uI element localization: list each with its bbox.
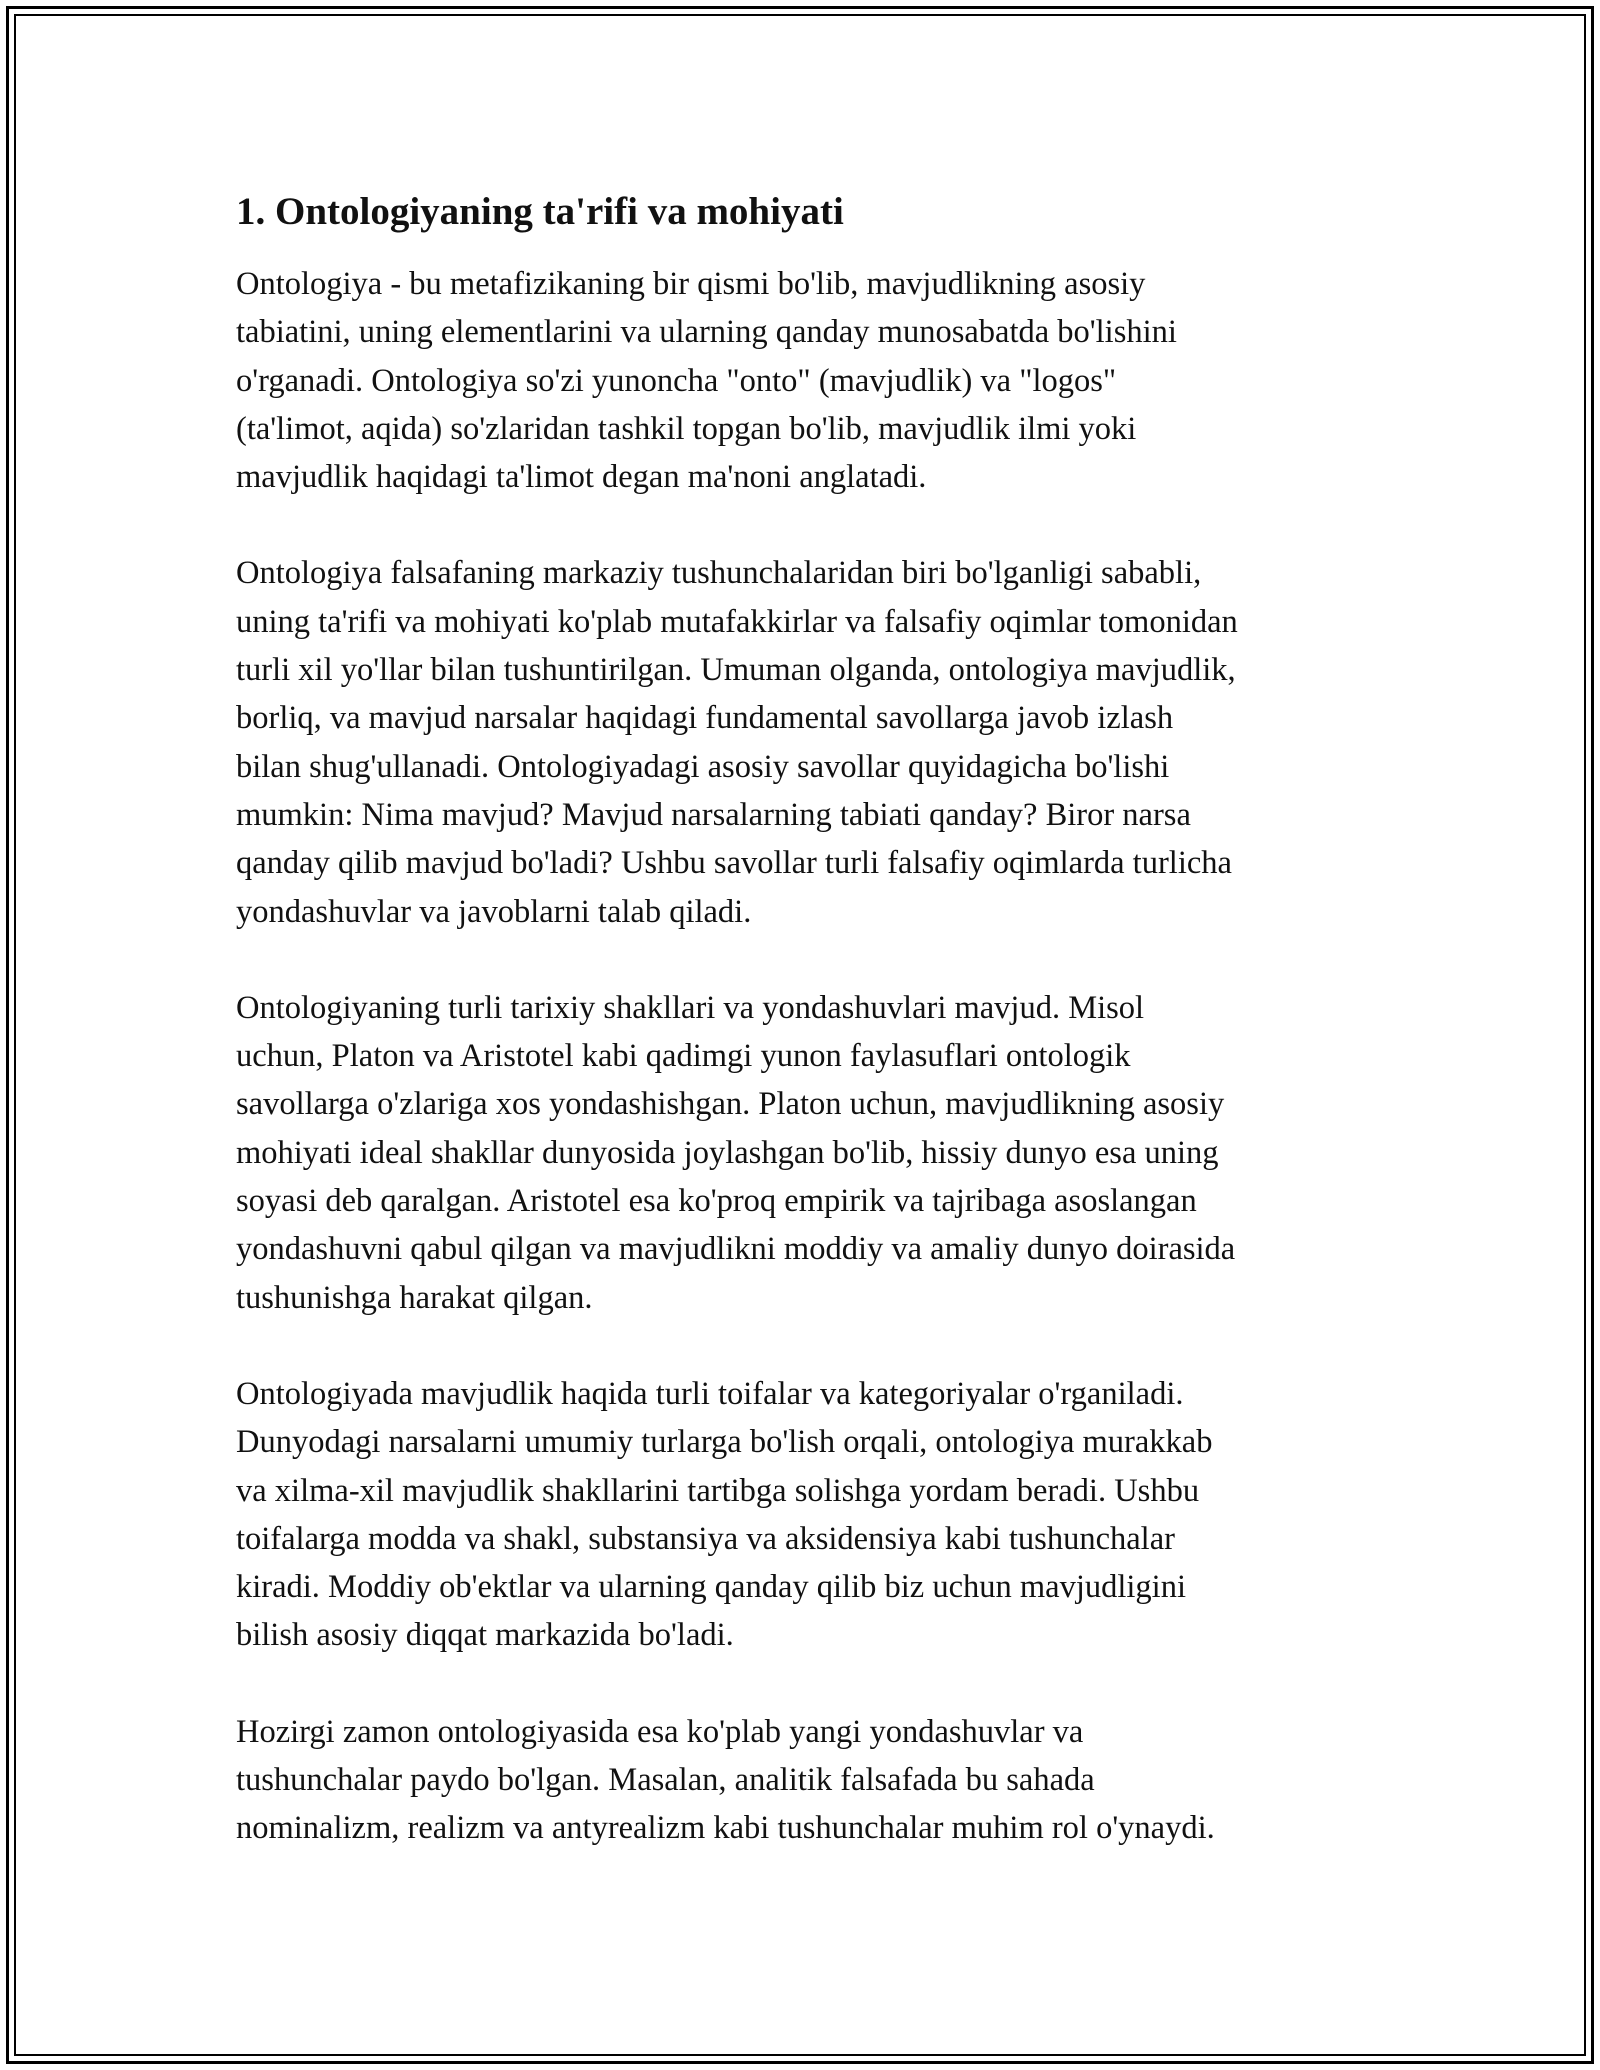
paragraph-3: Ontologiyaning turli tarixiy shakllari va yondashuvlari mavjud. Misol uchun, Platon va Aristotel kabi qadimgi yunon faylasuflari ontologik savollarga o'zlariga xos yondashishgan. Platon uchun, mavjudlikning asosiy mohiyati ideal shakllar dunyosida joylashgan bo'lib, hissiy dunyo esa uning soyasi deb qaralgan. Aristotel esa ko'proq empirik va tajribaga asoslangan yondashuvni qabul qilgan va mavjudlikni moddiy va amaliy dunyo doirasida tushunishga harakat qilgan. — [236, 989, 1236, 1316]
paragraph-4: Ontologiyada mavjudlik haqida turli toifalar va kategoriyalar o'rganiladi. Dunyodagi narsalarni umumiy turlarga bo'lish orqali, ontologiya murakkab va xilma-xil mavjudlik shakllarini tartibga solishga yordam beradi. Ushbu toifalarga modda va shakl, substansiya va aksidensiya kabi tushunchalar kiradi. Moddiy ob'ektlar va ularning qanday qilib biz uchun mavjudligini bilish asosiy diqqat markazida bo'ladi. — [236, 1375, 1213, 1654]
paragraph-2: Ontologiya falsafaning markaziy tushunchalaridan biri bo'lganligi sababli, uning ta'rifi va mohiyati ko'plab mutafakkirlar va falsafiy oqimlar tomonidan turli xil yo'llar bilan tushuntirilgan. Umuman olganda, ontologiya mavjudlik, borliq, va mavjud narsalar haqidagi fundamental savollarga javob izlash bilan shug'ullanadi. Ontologiyadagi asosiy savollar quyidagicha bo'lishi mumkin: Nima mavjud? Mavjud narsalarning tabiati qanday? Biror narsa qanday qilib mavjud bo'ladi? Ushbu savollar turli falsafiy oqimlarda turlicha yondashuvlar va javoblarni talab qiladi. — [236, 555, 1238, 930]
paragraph-5: Hozirgi zamon ontologiyasida esa ko'plab yangi yondashuvlar va tushunchalar paydo bo'lgan. Masalan, analitik falsafada bu sahada nominalizm, realizm va antyrealizm kabi tushunchalar muhim rol o'ynaydi. — [236, 1713, 1215, 1847]
section-heading: 1. Ontologiyaning ta'rifi va mohiyati — [236, 190, 844, 233]
document-body — [236, 184, 1386, 1853]
paragraph-1: Ontologiya - bu metafizikaning bir qismi bo'lib, mavjudlikning asosiy tabiatini, uning elementlarini va ularning qanday munosabatda bo'lishini o'rganadi. Ontologiya so'zi yunoncha "onto" (mavjudlik) va "logos" (ta'limot, aqida) so'zlaridan tashkil topgan bo'lib, mavjudlik ilmi yoki mavjudlik haqidagi ta'limot degan ma'noni anglatadi. — [236, 266, 1177, 496]
